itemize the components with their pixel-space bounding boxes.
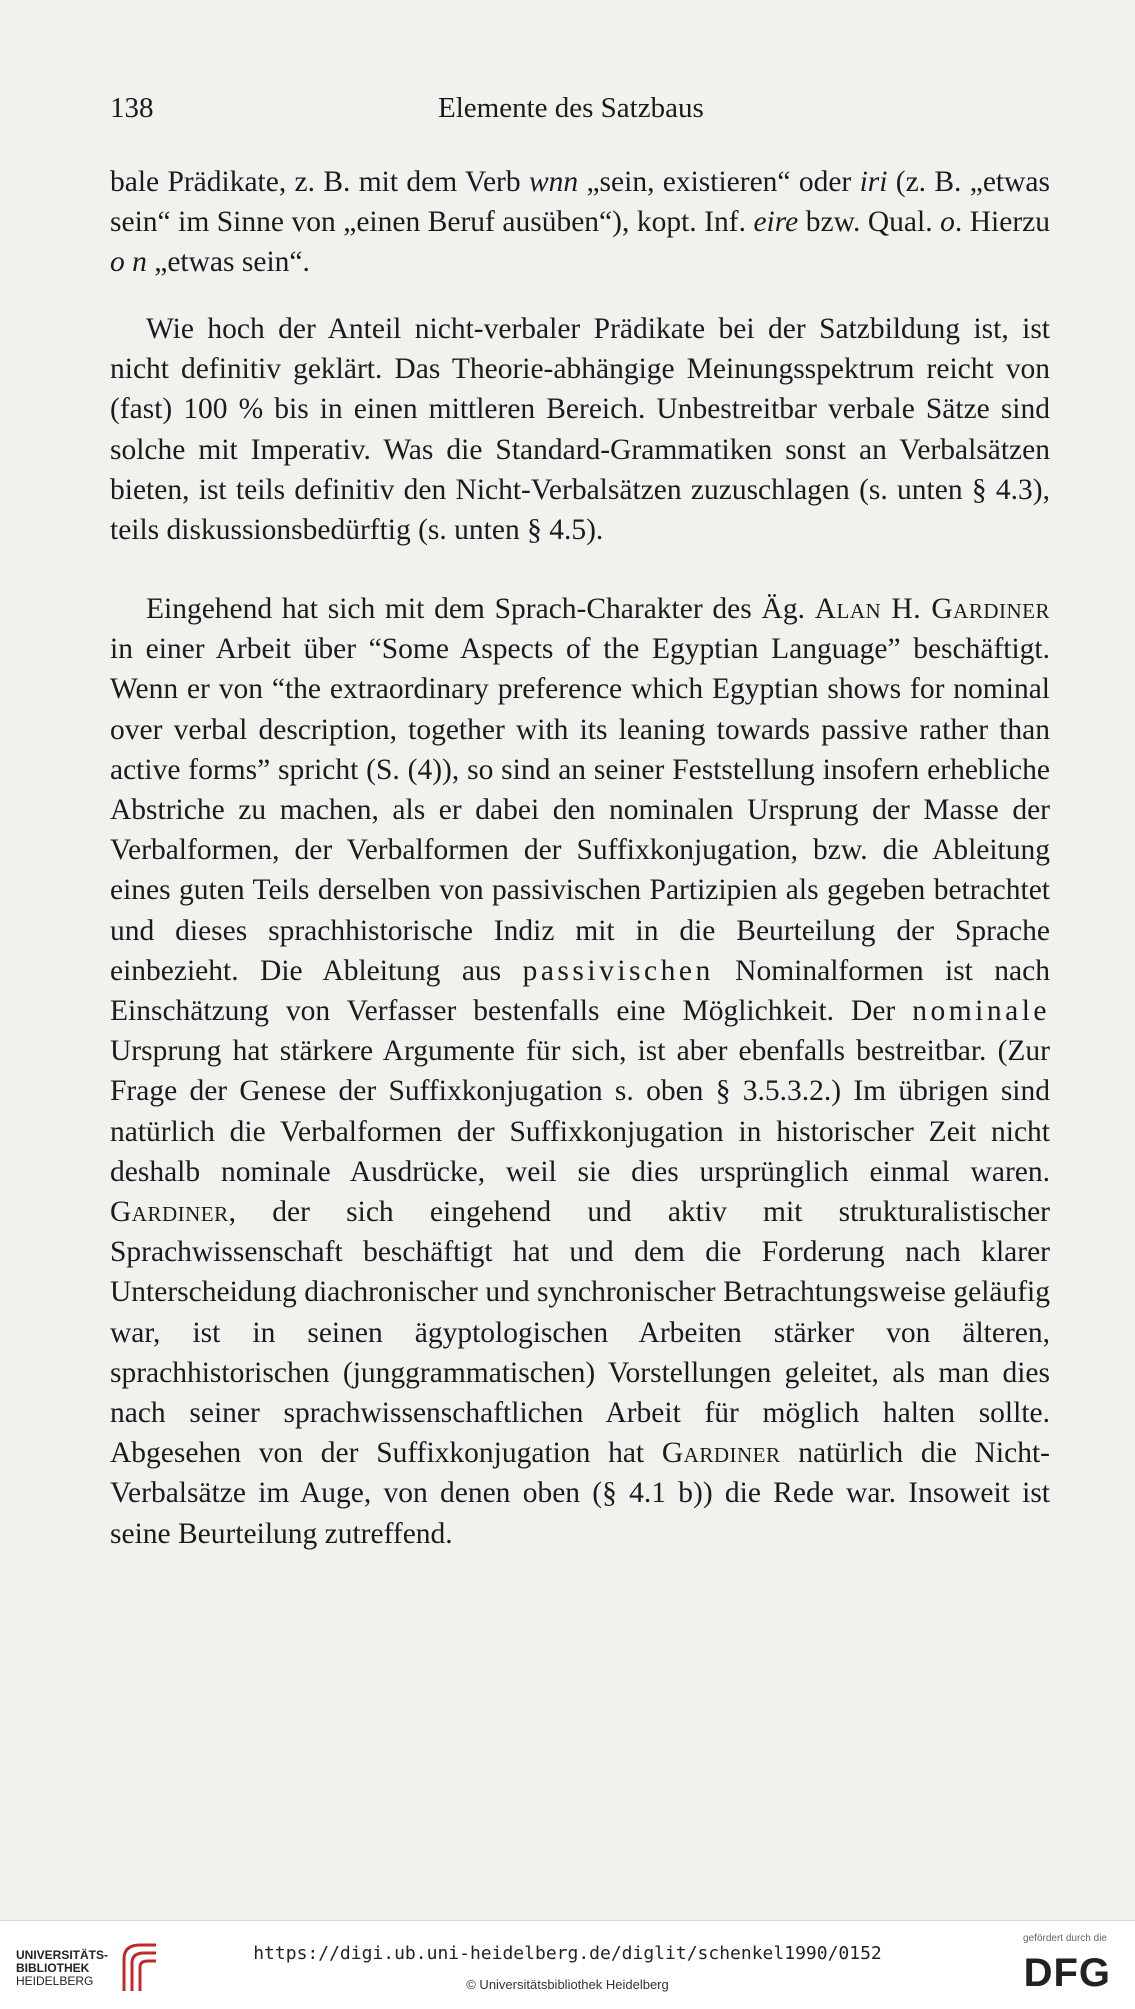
text-run: passivischen [522, 954, 714, 987]
permalink-url[interactable]: https://digi.ub.uni-heidelberg.de/diglit/schenkel1990/0152 [253, 1943, 882, 1964]
text-run: Alan H. Gardiner [814, 593, 1050, 625]
text-run: bzw. Qual. [798, 206, 941, 239]
text-run: Eingehend hat sich mit dem Sprach-Charakter des Äg. [146, 593, 815, 625]
page-header [110, 92, 1055, 132]
paragraph-1 [110, 162, 1050, 283]
text-run: bale Prädikate, z. B. mit dem Verb [110, 166, 529, 198]
text-run: Nominalformen ist nach Einschätzung von Verfasser bestenfalls eine Möglichkeit. Der [110, 954, 1050, 1028]
paragraph-3 [110, 589, 1050, 1554]
text-run: Gardiner [661, 1437, 781, 1470]
funding-caption: gefördert durch die [1023, 1933, 1107, 1944]
text-run: Gardiner [110, 1196, 229, 1229]
text-run: natürlich die Nicht-Verbalsätze im Auge, von denen oben (§ 4.1 b)) die Rede war. Insoweit ist seine Beurteilung zutreffend. [110, 1437, 1050, 1550]
text-run: Wie hoch der Anteil nicht-verbaler Prädikate bei der Satzbildung ist, ist nicht definitiv geklärt. Das Theorie-abhängige Meinungsspektrum reicht von (fast) 100 % bis in einen mittleren Bereich. Unbestreitbar verbale Sätze sind solche mit Imperativ. Was die Standard-Grammatiken sonst an Verbalsätzen bieten, ist teils definitiv den Nicht-Verbalsätzen zuzuschlagen (s. unten § 4.3), teils diskussionsbedürftig (s. unten § 4.5). [110, 313, 1050, 547]
text-run: Ursprung hat stärkere Argumente für sich, ist aber ebenfalls bestreitbar. (Zur Frage der Genese der Suffixkonjugation s. oben § 3.5.3.2.) Im übrigen sind natürlich die Verbalformen der Suffixkonjugation in historischer Zeit nicht deshalb nominale Ausdrücke, weil sie dies ursprünglich einmal waren. [110, 1035, 1050, 1188]
text-run: o n [110, 246, 147, 279]
text-run: (z. B. „etwas sein“ im Sinne von „einen Beruf ausüben“), kopt. Inf. [110, 166, 1051, 239]
page-number: 138 [110, 92, 154, 124]
text-run: . Hierzu [954, 206, 1051, 239]
viewer-footer [0, 1920, 1135, 2009]
library-name-line-1: UNIVERSITÄTS- [16, 1948, 109, 1962]
library-name-line-2: BIBLIOTHEK [16, 1961, 90, 1975]
paragraph-2 [110, 309, 1050, 550]
library-name-line-3: HEIDELBERG [16, 1974, 94, 1988]
text-run: , der sich eingehend und aktiv mit strukturalistischer Sprachwissenschaft beschäftigt hat und dem die Forderung nach klarer Unterscheidung diachronischer und synchronischer Betrachtungsweise geläufig war, ist in seinen ägyptologischen Arbeiten stärker von älteren, sprachhistorischen (junggrammatischen) Vorstellungen geleitet, als man dies nach seiner sprachwissenschaftlichen Arbeit für möglich halten sollte. Abgesehen von der Suffixkonjugation hat [110, 1196, 1050, 1470]
copyright-notice: © Universitätsbibliothek Heidelberg [466, 1977, 669, 1992]
text-run: „sein, existieren“ oder [578, 166, 860, 198]
running-title: Elemente des Satzbaus [438, 92, 704, 124]
dfg-logo[interactable]: DFG [1023, 1951, 1111, 1995]
text-run: in einer Arbeit über “Some Aspects of the Egyptian Language” beschäftigt. Wenn er von “the extraordinary preference which Egyptian shows for nominal over verbal description, together with its leaning towards passive rather than active forms” spricht (S. (4)), so sind an seiner Feststellung insofern erhebliche Abstriche zu machen, als er dabei den nominalen Ursprung der Masse der Verbalformen, der Verbalformen der Suffixkonjugation, bzw. die Ableitung eines guten Teils derselben von passivischen Partizipien als gegeben betrachtet und dieses sprachhistorische Indiz mit in die Beurteilung der Sprache einbezieht. Die Ableitung aus [110, 633, 1050, 987]
text-run: „etwas sein“. [146, 246, 310, 279]
text-run: o [940, 206, 955, 239]
text-run: wnn [528, 166, 579, 198]
text-run: iri [859, 166, 888, 198]
text-run: nominale [912, 995, 1050, 1028]
text-run: eire [753, 206, 799, 239]
